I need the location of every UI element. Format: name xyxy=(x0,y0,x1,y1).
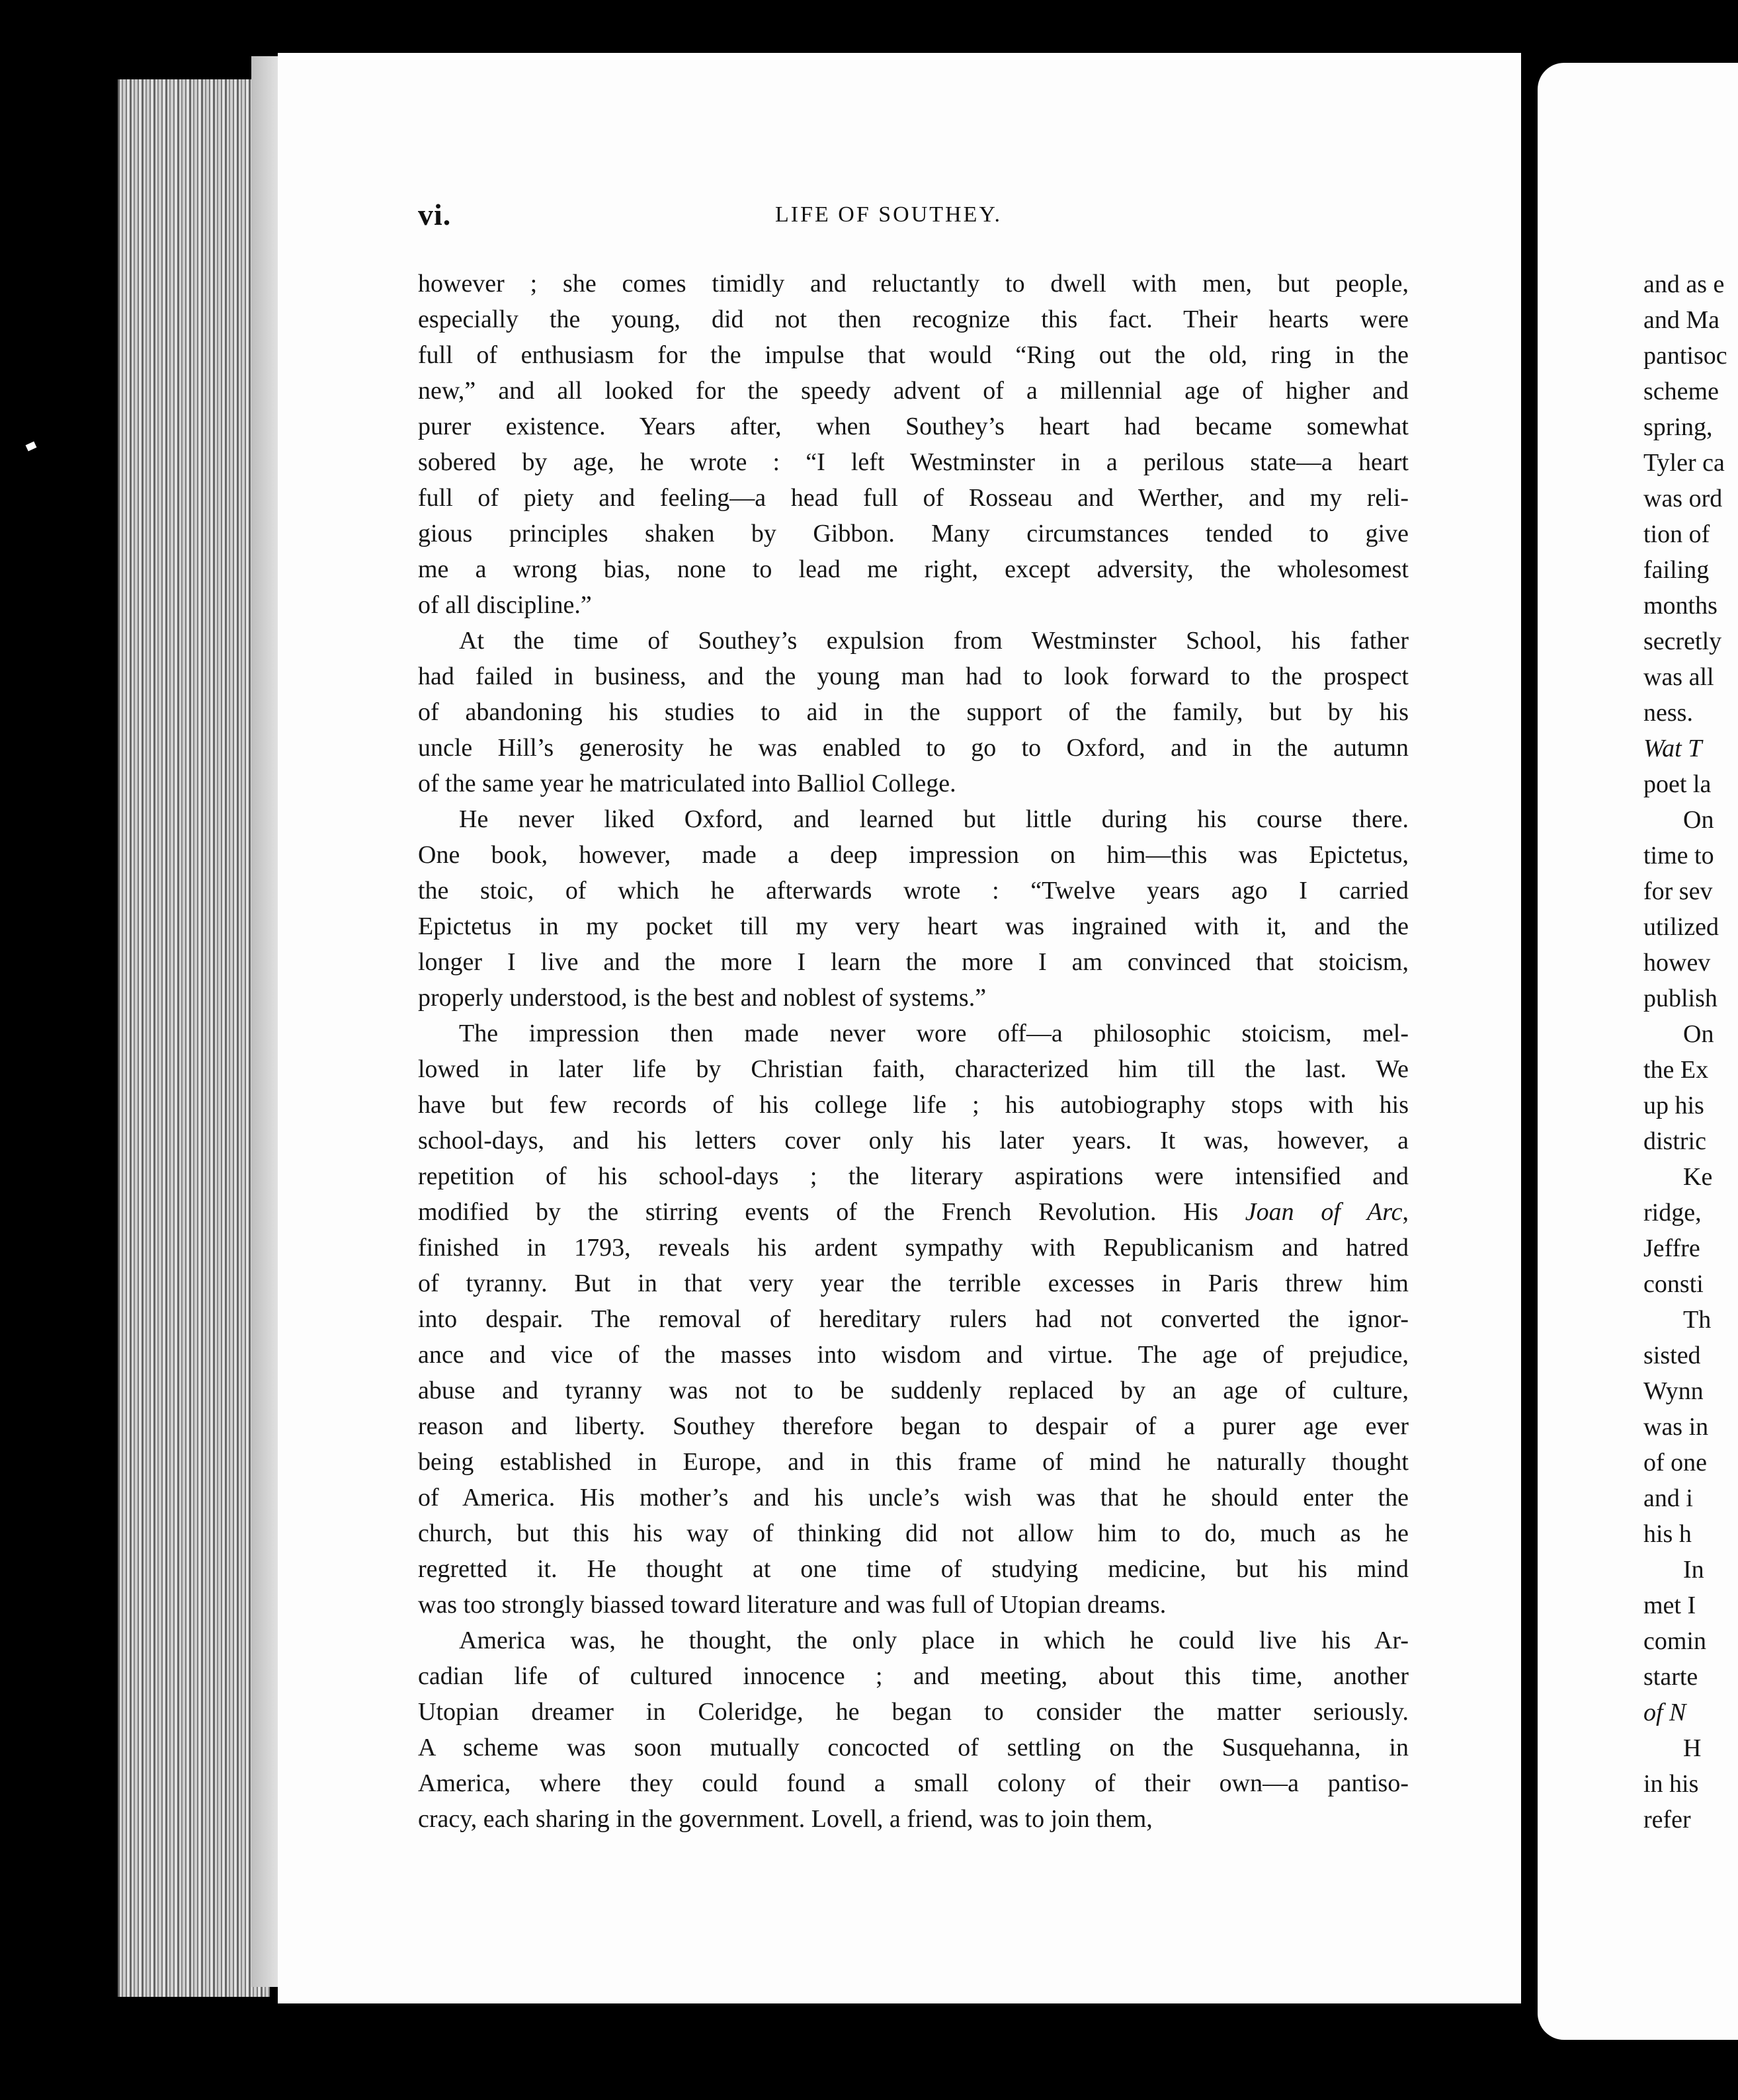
text-line: the stoic, of which he afterwards wrote : “Twelve years ago I carried xyxy=(418,877,1409,905)
right-page-line: and Ma xyxy=(1643,306,1720,334)
text-line: gious principles shaken by Gibbon. Many circumstances tended to give xyxy=(418,520,1409,547)
text-line: longer I live and the more I learn the more I am convinced that stoicism, xyxy=(418,948,1409,976)
right-page-line: months xyxy=(1643,592,1717,620)
text-line: finished in 1793, reveals his ardent sympathy with Republicanism and hatred xyxy=(418,1234,1409,1262)
text-line: full of piety and feeling—a head full of Rosseau and Werther, and my reli- xyxy=(418,484,1409,512)
book-page-edges xyxy=(118,79,270,1997)
text-line: reason and liberty. Southey therefore began to despair of a purer age ever xyxy=(418,1412,1409,1440)
text-line: of all discipline.” xyxy=(418,591,592,619)
right-page-line: his h xyxy=(1643,1520,1692,1548)
right-page-line: starte xyxy=(1643,1663,1698,1691)
right-page-line: of one xyxy=(1643,1449,1708,1476)
right-page-line: for sev xyxy=(1643,877,1713,905)
text-line: of America. His mother’s and his uncle’s wish was that he should enter the xyxy=(418,1484,1409,1512)
text-line: cracy, each sharing in the government. Lovell, a friend, was to join them, xyxy=(418,1805,1153,1833)
right-page-line: in his xyxy=(1643,1770,1699,1798)
text-line: of the same year he matriculated into Balliol College. xyxy=(418,770,956,797)
right-page-line: poet la xyxy=(1643,770,1712,798)
right-page-line: utilized xyxy=(1643,913,1719,941)
right-page-line: failing xyxy=(1643,556,1710,584)
right-page-line: was in xyxy=(1643,1413,1709,1441)
right-page-line: sisted xyxy=(1643,1342,1701,1369)
right-page-line: publish xyxy=(1643,985,1717,1012)
right-page-line: was ord xyxy=(1643,485,1723,512)
right-page-line: and as e xyxy=(1643,270,1725,298)
right-page-line: Ke xyxy=(1683,1163,1713,1191)
right-page-line: pantisoc xyxy=(1643,342,1727,370)
text-line: purer existence. Years after, when Southey’s heart had became somewhat xyxy=(418,413,1409,440)
right-page-line: met I xyxy=(1643,1592,1696,1619)
dust-speck xyxy=(26,442,37,452)
right-page-line: howev xyxy=(1643,949,1711,977)
right-page-line: and i xyxy=(1643,1484,1693,1512)
right-page-line: up his xyxy=(1643,1092,1704,1119)
text-line: cadian life of cultured innocence ; and meeting, about this time, another xyxy=(418,1662,1409,1690)
right-page-line: of N xyxy=(1643,1699,1686,1726)
text-line: had failed in business, and the young man had to look forward to the prospect xyxy=(418,663,1409,690)
text-line: A scheme was soon mutually concocted of settling on the Susquehanna, in xyxy=(418,1734,1409,1761)
right-page-line: On xyxy=(1683,806,1714,834)
text-line: was too strongly biassed toward literature and was full of Utopian dreams. xyxy=(418,1591,1167,1619)
right-page-line: comin xyxy=(1643,1627,1706,1655)
text-line: One book, however, made a deep impression on him—this was Epictetus, xyxy=(418,841,1409,869)
right-page-line: refer xyxy=(1643,1806,1691,1834)
right-page-line: scheme xyxy=(1643,378,1719,405)
right-page-line: tion of xyxy=(1643,520,1710,548)
text-line: repetition of his school-days ; the literary aspirations were intensified and xyxy=(418,1162,1409,1190)
text-line: lowed in later life by Christian faith, characterized him till the last. We xyxy=(418,1055,1409,1083)
text-line: church, but this his way of thinking did not allow him to do, much as he xyxy=(418,1519,1409,1547)
text-line: He never liked Oxford, and learned but little during his course there. xyxy=(459,805,1409,833)
text-line: of abandoning his studies to aid in the support of the family, but by his xyxy=(418,698,1409,726)
text-line: being established in Europe, and in this frame of mind he naturally thought xyxy=(418,1448,1409,1476)
right-page-line: time to xyxy=(1643,842,1714,869)
text-line: Utopian dreamer in Coleridge, he began to consider the matter seriously. xyxy=(418,1698,1409,1726)
text-line: Epictetus in my pocket till my very heart was ingrained with it, and the xyxy=(418,912,1409,940)
text-line: especially the young, did not then recognize this fact. Their hearts were xyxy=(418,305,1409,333)
text-line: of tyranny. But in that very year the terrible excesses in Paris threw him xyxy=(418,1270,1409,1297)
text-line: modified by the stirring events of the French Revolution. His Joan of Arc, xyxy=(418,1198,1409,1226)
running-title: LIFE OF SOUTHEY. xyxy=(775,202,1003,227)
text-line: uncle Hill’s generosity he was enabled to go to Oxford, and in the autumn xyxy=(418,734,1409,762)
text-line: At the time of Southey’s expulsion from Westminster School, his father xyxy=(459,627,1409,655)
right-page-line: ridge, xyxy=(1643,1199,1702,1227)
text-line: ance and vice of the masses into wisdom and virtue. The age of prejudice, xyxy=(418,1341,1409,1369)
right-page-line: Tyler ca xyxy=(1643,449,1725,477)
right-page-line: Th xyxy=(1683,1306,1712,1334)
text-line: abuse and tyranny was not to be suddenly replaced by an age of culture, xyxy=(418,1377,1409,1404)
text-line: properly understood, is the best and noblest of systems.” xyxy=(418,984,987,1012)
right-page-line: Jeffre xyxy=(1643,1234,1700,1262)
text-line: regretted it. He thought at one time of studying medicine, but his mind xyxy=(418,1555,1409,1583)
right-page-line: Wynn xyxy=(1643,1377,1704,1405)
text-line: The impression then made never wore off—a philosophic stoicism, mel- xyxy=(459,1020,1409,1047)
page-number: vi. xyxy=(418,198,452,231)
right-page-line: ness. xyxy=(1643,699,1693,727)
right-page-line: Wat T xyxy=(1643,735,1702,762)
right-page-line: the Ex xyxy=(1643,1056,1709,1084)
text-line: sobered by age, he wrote : “I left Westminster in a perilous state—a heart xyxy=(418,448,1409,476)
right-page-line: In xyxy=(1683,1556,1704,1584)
text-line: school-days, and his letters cover only his later years. It was, however, a xyxy=(418,1127,1409,1154)
right-page-line: H xyxy=(1683,1734,1702,1762)
text-line: America was, he thought, the only place in which he could live his Ar- xyxy=(459,1627,1409,1654)
right-page-line: On xyxy=(1683,1020,1714,1048)
right-page-line: spring, xyxy=(1643,413,1713,441)
right-page-line: distric xyxy=(1643,1127,1706,1155)
running-head xyxy=(418,197,1410,230)
right-page xyxy=(1538,63,1738,2040)
text-line: into despair. The removal of hereditary rulers had not converted the ignor- xyxy=(418,1305,1409,1333)
right-page-line: consti xyxy=(1643,1270,1704,1298)
text-line: however ; she comes timidly and reluctantly to dwell with men, but people, xyxy=(418,270,1409,298)
text-line: have but few records of his college life ; his autobiography stops with his xyxy=(418,1091,1409,1119)
right-page-line: secretly xyxy=(1643,627,1722,655)
body-text xyxy=(418,266,1409,1837)
text-line: me a wrong bias, none to lead me right, except adversity, the wholesomest xyxy=(418,555,1409,583)
right-page-line: was all xyxy=(1643,663,1714,691)
text-line: full of enthusiasm for the impulse that would “Ring out the old, ring in the xyxy=(418,341,1409,369)
text-line: America, where they could found a small colony of their own—a pantiso- xyxy=(418,1769,1409,1797)
text-line: new,” and all looked for the speedy advent of a millennial age of higher and xyxy=(418,377,1409,405)
right-page-text xyxy=(1643,266,1727,1838)
